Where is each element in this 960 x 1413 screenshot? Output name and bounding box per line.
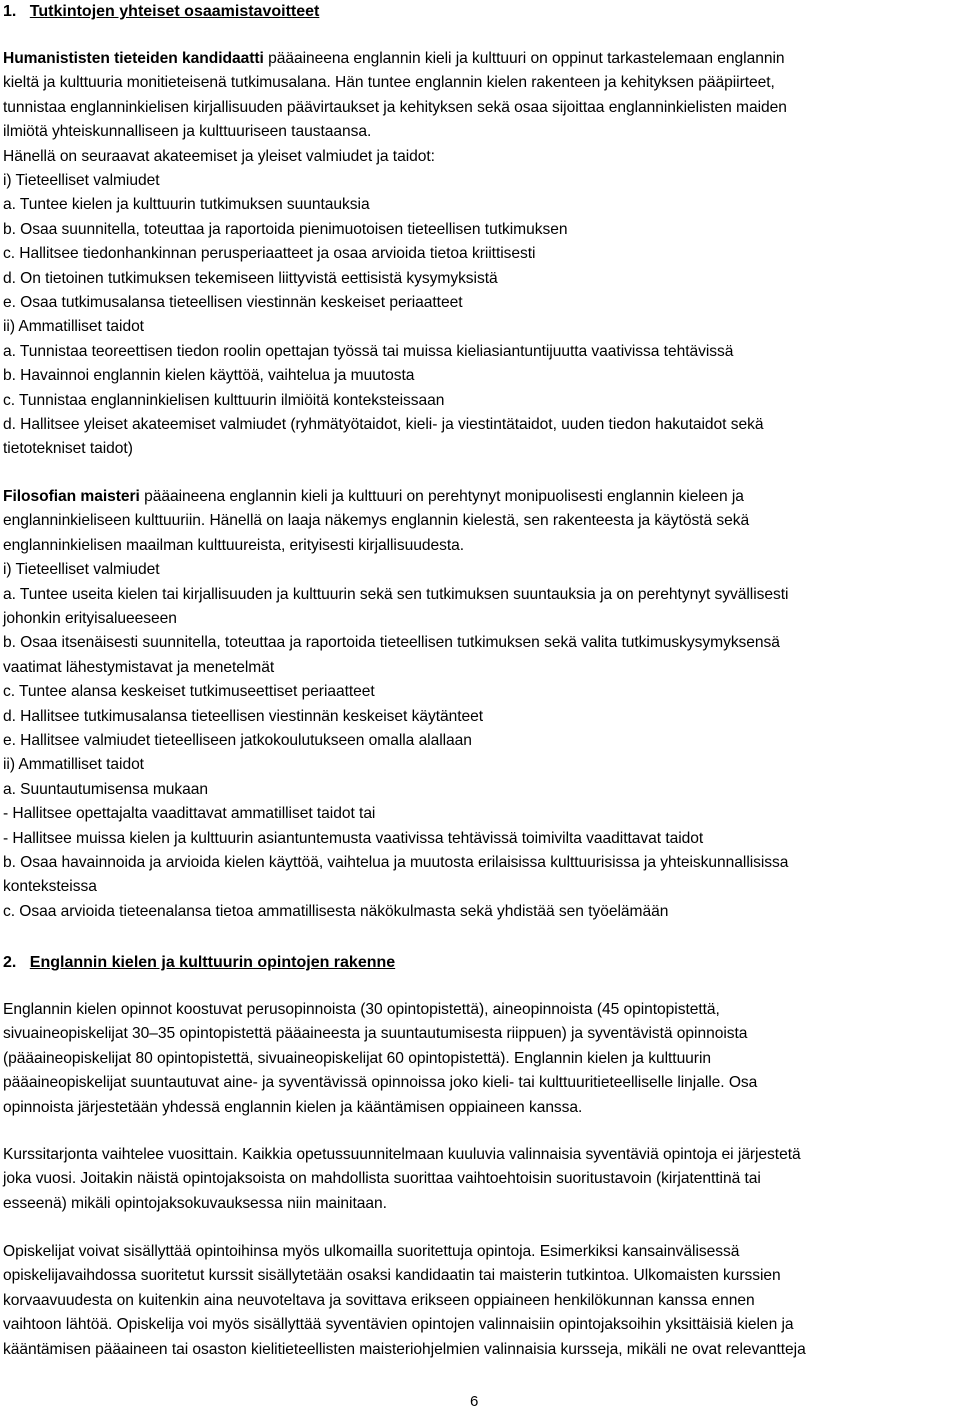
ma-intro-text: pääaineena englannin kieli ja kulttuuri on perehtynyt monipuolisesti englannin kieleen ja: [139, 488, 744, 505]
ba-outcome-line: b. Havainnoi englannin kielen käyttöä, vaihtelua ja muutosta: [3, 367, 415, 385]
ba-outcome-line: kieltä ja kulttuuria monitieteisenä tutkimusalana. Hän tuntee englannin kielen rakenteen ja kehityksen pääpiirteet,: [3, 74, 775, 92]
paragraph-line: sivuaineopiskelijat 30–35 opintopistettä pääaineesta ja suuntautumisesta riippuen) ja syventävistä opinnoista: [3, 1025, 748, 1043]
ma-outcome-line: d. Hallitsee tutkimusalansa tieteellisen viestinnän keskeiset käytänteet: [3, 707, 484, 725]
ma-outcome-line: a. Suuntautumisensa mukaan: [3, 780, 209, 798]
ba-outcome-line: i) Tieteelliset valmiudet: [3, 172, 160, 189]
ba-outcome-line: tietotekniset taidot): [3, 440, 133, 458]
ba-intro-line: [3, 47, 785, 71]
ba-outcome-line: a. Tunnistaa teoreettisen tiedon roolin opettajan työssä tai muissa kieliasiantuntijuutta vaativissa tehtävissä: [3, 342, 734, 360]
paragraph-line: Englannin kielen opinnot koostuvat perusopinnoista (30 opintopistettä), aineopinnoista (45 opintopistettä,: [3, 1001, 720, 1018]
ba-outcome-line: tunnistaa englanninkielisen kirjallisuuden päävirtaukset ja kehityksen sekä osaa sijoittaa englanninkielisten maiden: [3, 98, 787, 116]
ma-outcome-line: b. Osaa havainnoida ja arvioida kielen käyttöä, vaihtelua ja muutosta erilaisissa kulttuurisissa ja yhteiskunnallisissa: [3, 854, 789, 871]
ma-outcome-line: - Hallitsee muissa kielen ja kulttuurin asiantuntemusta vaativissa tehtävissä toimivilta vaadittavat taidot: [3, 829, 704, 847]
paragraph-line: opiskelijavaihdossa suoritetut kurssit sisällytetään osaksi kandidaatin tai maisterin tutkintoa. Ulkomaisten kurssien: [3, 1267, 781, 1285]
paragraph-line: pääaineopiskelijat suuntautuvat aine- ja syventävissä opinnoissa joko kieli- tai kulttuuritieteelliselle linjalle. Osa: [3, 1074, 758, 1092]
ma-outcome-line: - Hallitsee opettajalta vaadittavat ammatilliset taidot tai: [3, 805, 376, 823]
ba-outcome-line: a. Tuntee kielen ja kulttuurin tutkimuksen suuntauksia: [3, 196, 370, 214]
ma-outcome-line: a. Tuntee useita kielen tai kirjallisuuden ja kulttuurin sekä sen tutkimuksen suuntauksia ja on perehtynyt syvällisesti: [3, 585, 789, 603]
section-1-number: 1.: [3, 3, 17, 20]
ba-outcome-line: c. Hallitsee tiedonhankinnan perusperiaatteet ja osaa arvioida tietoa kriittisesti: [3, 245, 536, 263]
ma-intro-line: [3, 485, 744, 509]
ma-outcome-line: i) Tieteelliset valmiudet: [3, 561, 160, 579]
paragraph-line: Kurssitarjonta vaihtelee vuosittain. Kaikkia opetussuunnitelmaan kuuluvia valinnaisia syventäviä opintoja ei järjestetä: [3, 1146, 801, 1163]
section-2-heading: [3, 951, 395, 975]
paragraph-line: korvaavuudesta on kuitenkin aina neuvoteltava ja sovittava erikseen oppiaineen henkilökunnan kanssa ennen: [3, 1291, 755, 1309]
ba-outcome-line: b. Osaa suunnitella, toteuttaa ja raportoida pienimuotoisen tieteellisen tutkimuksen: [3, 220, 568, 238]
ma-outcome-line: e. Hallitsee valmiudet tieteelliseen jatkokoulutukseen omalla alallaan: [3, 732, 472, 749]
paragraph-line: joka vuosi. Joitakin näistä opintojaksoista on mahdollista suorittaa vaihtoehtoisin suoritustavoin (kirjatenttinä tai: [3, 1170, 761, 1188]
section-1-title: Tutkintojen yhteiset osaamistavoitteet: [29, 3, 320, 20]
ma-outcome-line: c. Osaa arvioida tieteenalansa tietoa ammatillisesta näkökulmasta sekä yhdistää sen työelämään: [3, 902, 669, 920]
ba-intro-text: pääaineena englannin kieli ja kulttuuri on oppinut tarkastelemaan englannin: [263, 50, 785, 67]
ba-outcome-line: d. On tietoinen tutkimuksen tekemiseen liittyvistä eettisistä kysymyksistä: [3, 269, 498, 287]
paragraph-line: esseenä) mikäli opintojaksokuvauksessa niin mainitaan.: [3, 1194, 387, 1212]
ma-outcome-line: b. Osaa itsenäisesti suunnitella, toteuttaa ja raportoida tieteellisen tutkimuksen sekä valita tutkimuskysymyksensä: [3, 634, 780, 652]
paragraph-line: Opiskelijat voivat sisällyttää opintoihinsa myös ulkomailla suoritettuja opintoja. Esimerkiksi kansainvälisessä: [3, 1243, 740, 1260]
ba-outcome-line: d. Hallitsee yleiset akateemiset valmiudet (ryhmätyötaidot, kieli- ja viestintätaidot, uuden tiedon hakutaidot sekä: [3, 416, 764, 433]
ma-outcome-line: vaatimat lähestymistavat ja menetelmät: [3, 658, 275, 676]
ma-outcome-line: c. Tuntee alansa keskeiset tutkimuseettiset periaatteet: [3, 683, 375, 701]
ba-outcome-line: e. Osaa tutkimusalansa tieteellisen viestinnän keskeiset periaatteet: [3, 294, 463, 311]
ma-degree-name: Filosofian maisteri: [3, 488, 140, 505]
ba-outcome-line: ilmiötä yhteiskunnalliseen ja kulttuuriseen taustaansa.: [3, 123, 372, 141]
ba-outcome-line: c. Tunnistaa englanninkielisen kulttuurin ilmiöitä konteksteissaan: [3, 391, 445, 409]
ba-outcome-line: ii) Ammatilliset taidot: [3, 318, 144, 336]
ba-outcome-line: Hänellä on seuraavat akateemiset ja yleiset valmiudet ja taidot:: [3, 147, 435, 165]
paragraph-line: vaihtoon lähtöä. Opiskelija voi myös sisällyttää syventävien opintojen valinnaisiin opintojaksoihin yksittäisiä kielen ja: [3, 1316, 794, 1334]
ma-outcome-line: englanninkielisen maailman kulttuureista, erityisesti kirjallisuudesta.: [3, 536, 465, 554]
paragraph-line: opinnoista järjestetään yhdessä englannin kielen ja kääntämisen oppiaineen kanssa.: [3, 1098, 583, 1116]
section-2-title: Englannin kielen ja kulttuurin opintojen rakenne: [29, 954, 396, 971]
ma-outcome-line: johonkin erityisalueeseen: [3, 610, 177, 627]
ma-outcome-line: konteksteissa: [3, 878, 97, 896]
ma-outcome-line: ii) Ammatilliset taidot: [3, 756, 144, 774]
ba-degree-name: Humanististen tieteiden kandidaatti: [3, 50, 264, 67]
ma-outcome-line: englanninkieliseen kulttuuriin. Hänellä on laaja näkemys englannin kielestä, sen rakenteesta ja käytöstä sekä: [3, 512, 750, 530]
paragraph-line: (pääaineopiskelijat 80 opintopistettä, sivuaineopiskelijat 60 opintopistettä). Englannin kielen ja kulttuurin: [3, 1049, 711, 1067]
paragraph-line: kääntämisen pääaineen tai osaston kielitieteellisten maisteriohjelmien valinnaisia kursseja, mikäli ne ovat relevantteja: [3, 1340, 806, 1358]
page-number: 6: [470, 1393, 479, 1410]
section-2-number: 2.: [3, 954, 17, 971]
section-1-heading: [3, 0, 319, 24]
